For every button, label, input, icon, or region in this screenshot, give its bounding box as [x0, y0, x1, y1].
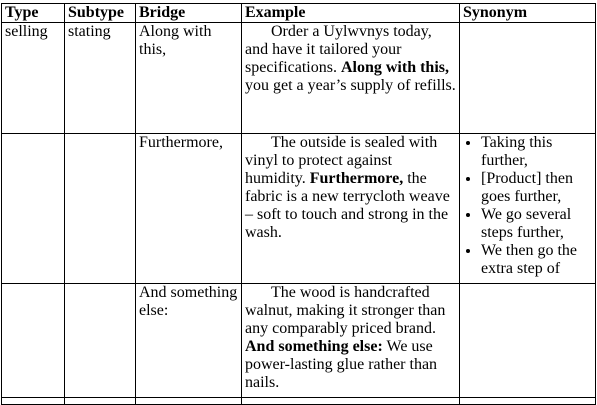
header-type: Type — [2, 4, 65, 23]
example-text — [245, 23, 456, 95]
cell-example — [242, 134, 460, 284]
example-bridge-bold: Along with this, — [340, 59, 449, 76]
example-text-before: The wood is handcrafted walnut, making it stronger than any comparably priced brand. — [245, 284, 446, 337]
cell-synonym — [460, 398, 596, 405]
cell-synonym — [460, 284, 596, 398]
synonym-item: • [Product] then goes further, — [481, 170, 592, 206]
header-example: Example — [242, 4, 460, 23]
cell-example — [242, 398, 460, 405]
header-subtype: Subtype — [65, 4, 136, 23]
synonym-item: • We then go the extra step of — [481, 242, 592, 278]
cell-type — [2, 398, 65, 405]
example-text — [245, 284, 456, 392]
header-bridge: Bridge — [136, 4, 242, 23]
example-bridge-bold: Furthermore, — [309, 170, 404, 187]
example-text-after: We use power-lasting glue rather than nails. — [245, 338, 438, 391]
bridge-table — [1, 3, 596, 405]
cell-bridge: Furthermore, — [136, 134, 242, 284]
cell-type — [2, 284, 65, 398]
example-text — [245, 134, 456, 242]
table-row — [2, 284, 596, 398]
header-row — [2, 4, 596, 23]
cell-subtype — [65, 398, 136, 405]
cell-synonym — [460, 134, 596, 284]
synonym-list — [463, 134, 592, 278]
example-text-after: you get a year’s supply of refills. — [245, 77, 456, 94]
header-synonym: Synonym — [460, 4, 596, 23]
cell-bridge: Along with this, — [136, 23, 242, 134]
cell-bridge — [136, 398, 242, 405]
cell-synonym — [460, 23, 596, 134]
synonym-item: • Taking this further, — [481, 134, 592, 170]
cell-bridge: And something else: — [136, 284, 242, 398]
example-text-before: The outside is sealed with vinyl to protect against humidity. — [245, 134, 438, 187]
cell-type: selling — [2, 23, 65, 134]
table-row — [2, 134, 596, 284]
example-text-after: the fabric is a new terrycloth weave – soft to touch and strong in the wash. — [245, 170, 450, 241]
cell-subtype — [65, 134, 136, 284]
cell-subtype: stating — [65, 23, 136, 134]
synonym-item: • We go several steps further, — [481, 206, 592, 242]
example-bridge-bold: And something else: — [245, 338, 383, 355]
cell-example — [242, 23, 460, 134]
table-row-partial — [2, 398, 596, 405]
cell-subtype — [65, 284, 136, 398]
cell-example — [242, 284, 460, 398]
example-text-before: Order a Uylwvnys today, and have it tailored your specifications. — [245, 23, 432, 76]
cell-type — [2, 134, 65, 284]
table-row — [2, 23, 596, 134]
